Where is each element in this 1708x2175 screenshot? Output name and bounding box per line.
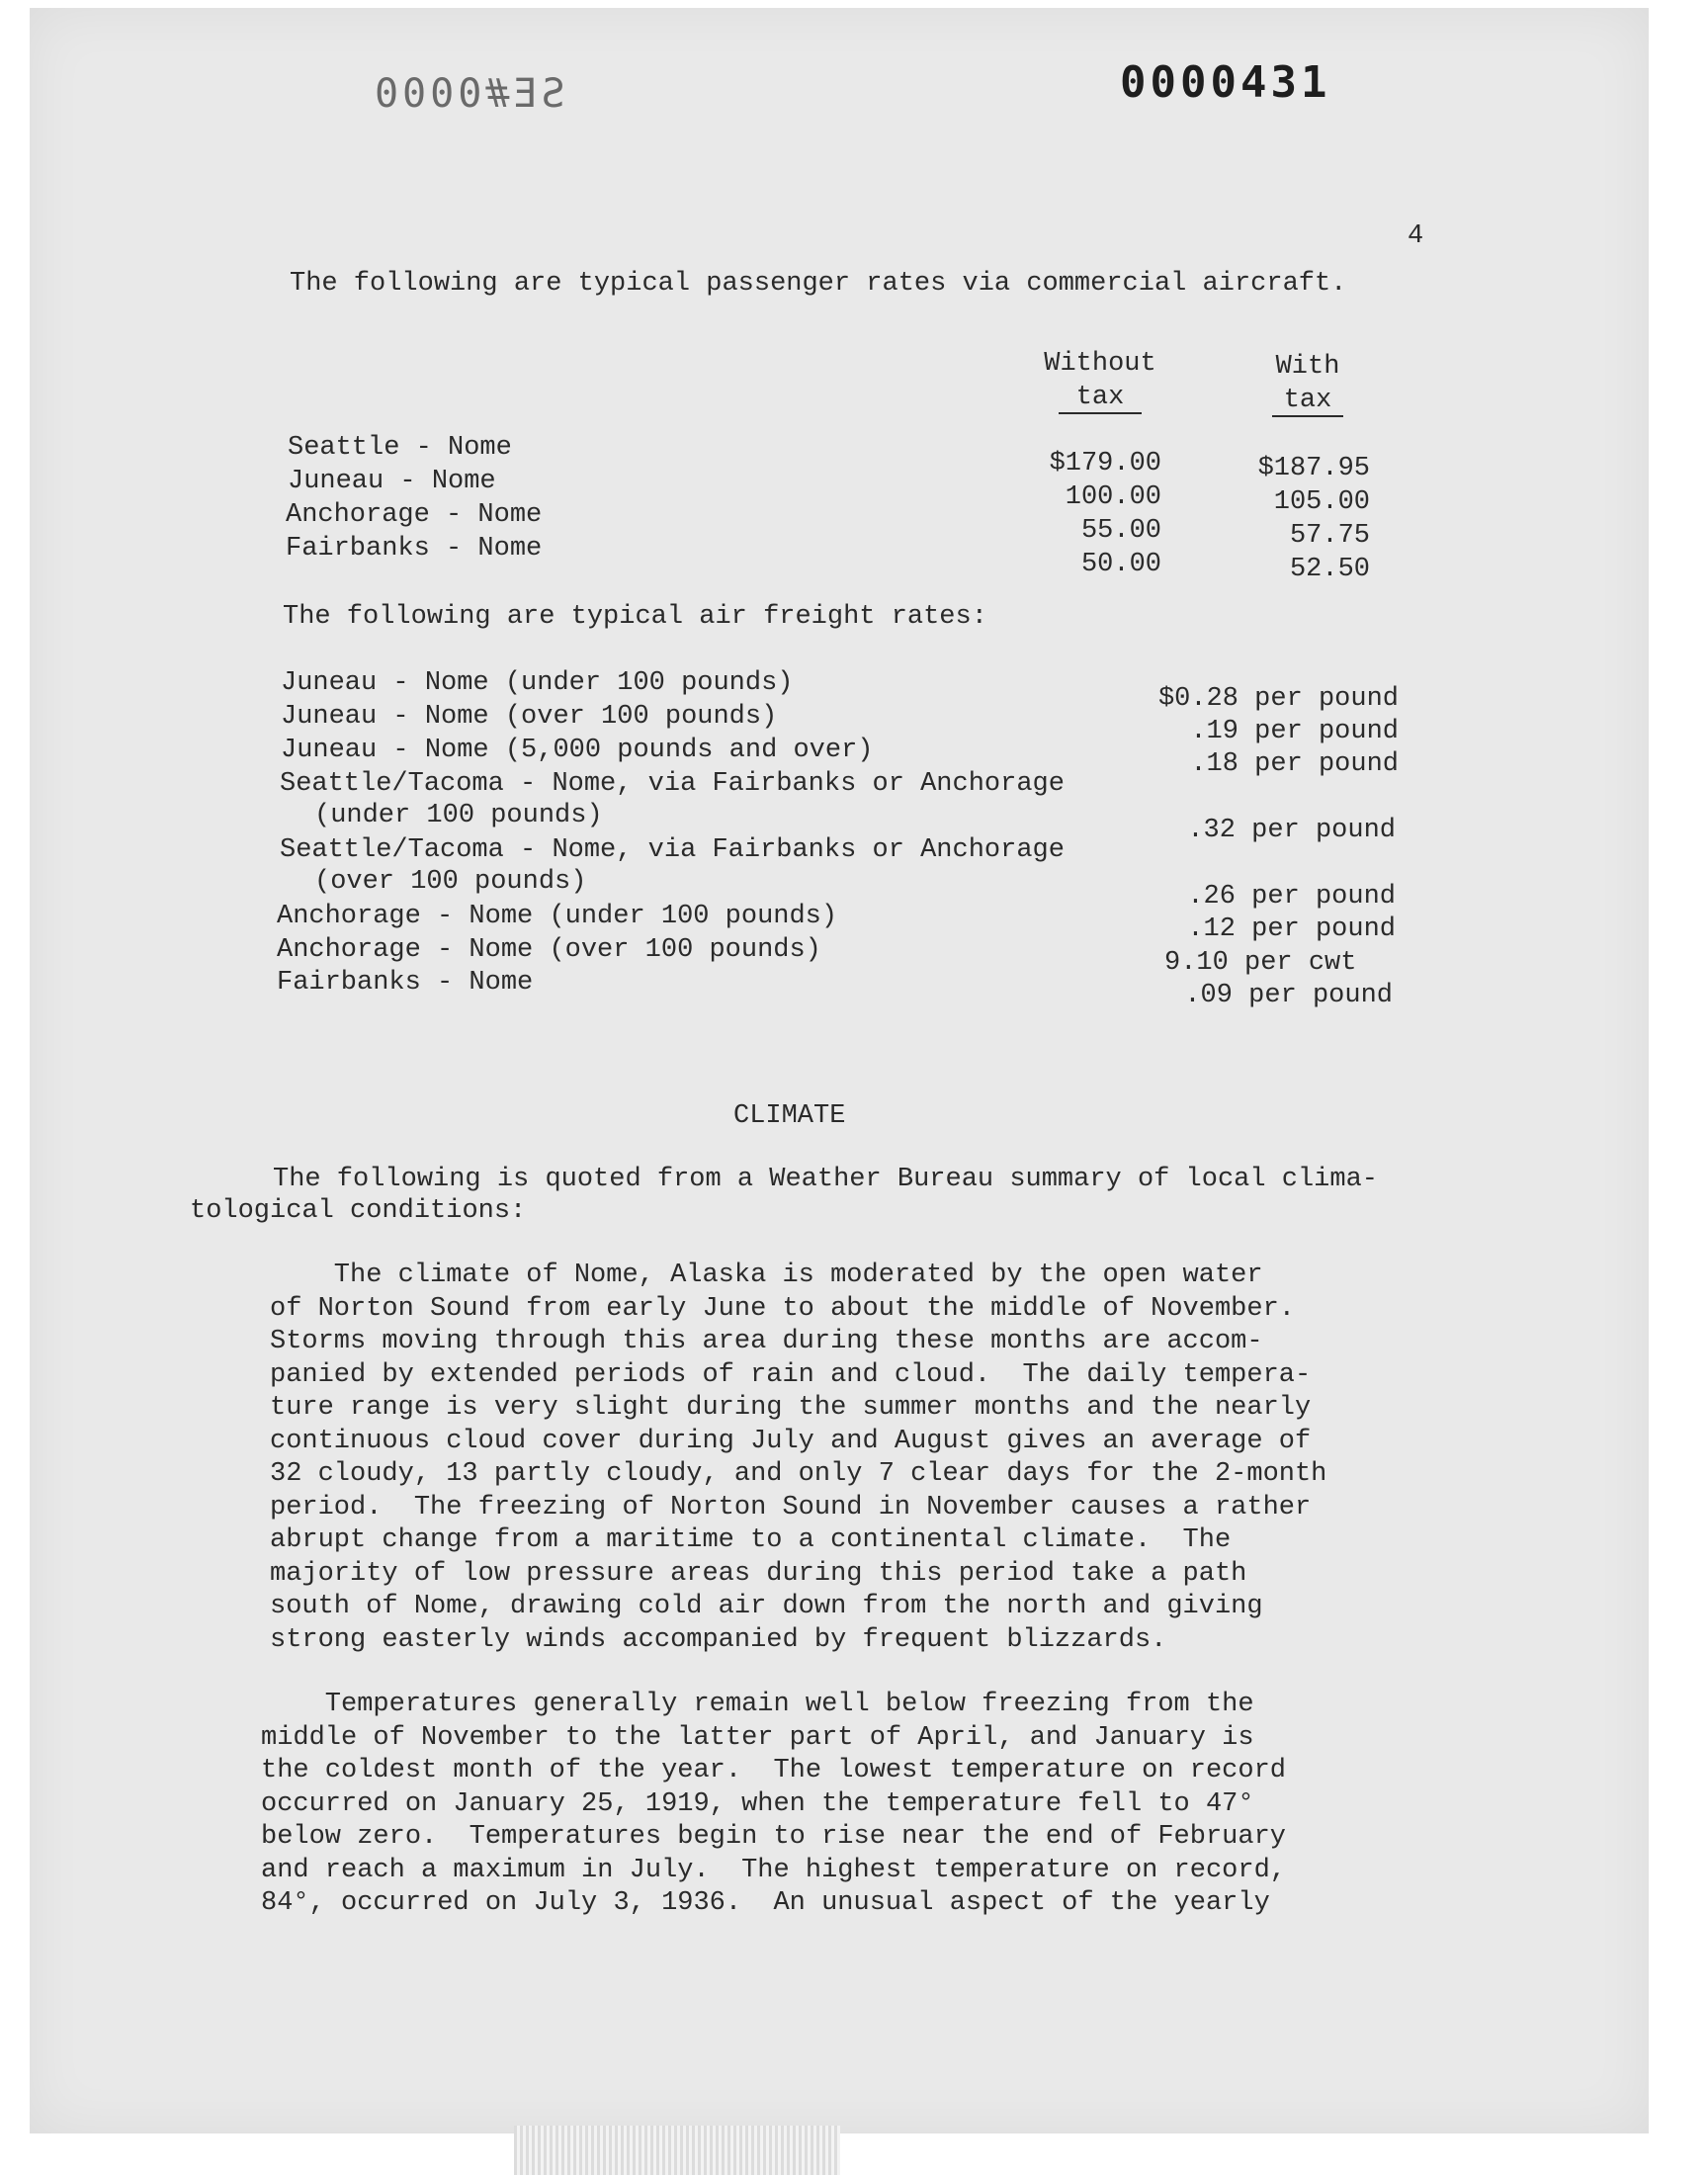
freight-route: Anchorage - Nome (under 100 pounds)	[277, 902, 838, 931]
passenger-route: Juneau - Nome	[288, 467, 496, 496]
rate-with-tax: $187.95	[1257, 454, 1370, 483]
climate-intro-line2: tological conditions:	[190, 1196, 527, 1226]
rate-without-tax: 100.00	[1065, 482, 1161, 512]
freight-rate: .12 per pound	[1187, 914, 1396, 944]
passenger-route: Seattle - Nome	[288, 433, 512, 463]
freight-rate: .26 per pound	[1187, 882, 1396, 912]
climate-intro-line1: The following is quoted from a Weather Bureau summary of local clima-	[273, 1165, 1378, 1194]
freight-rate: .18 per pound	[1190, 749, 1399, 779]
freight-rate: 9.10 per cwt	[1164, 948, 1357, 978]
passenger-route: Anchorage - Nome	[286, 500, 543, 530]
passenger-route: Fairbanks - Nome	[286, 534, 543, 564]
col-without-line1: Without	[1044, 349, 1156, 379]
climate-quote-paragraph-1: The climate of Nome, Alaska is moderated by the open water of Norton Sound from early June to about the middle of November. Storms moving through this area during these months are accom- panied by extended periods of rain and cloud. The daily tempera- ture range is very slight during the summer months and the nearly continuous cloud cover during July and August gives an average of 32 cloudy, 13 partly cloudy, and only 7 clear days for the 2-month period. The freezing of Norton Sound in November causes a rather abrupt change from a maritime to a continental climate. The majority of low pressure areas during this period take a path south of Nome, drawing cold air down from the north and giving strong easterly winds accompanied by frequent blizzards.	[270, 1261, 1327, 1655]
col-with-tax: tax	[1272, 386, 1344, 417]
scanner-strip	[514, 2126, 840, 2175]
rate-with-tax: 52.50	[1289, 555, 1370, 584]
col-with-line2	[1248, 384, 1367, 417]
freight-route: Seattle/Tacoma - Nome, via Fairbanks or Anchorage	[280, 769, 1065, 799]
freight-route: Juneau - Nome (under 100 pounds)	[281, 668, 794, 698]
freight-route: Juneau - Nome (over 100 pounds)	[281, 702, 778, 732]
rate-with-tax: 57.75	[1289, 521, 1370, 551]
col-without-line2	[1041, 381, 1159, 414]
freight-route-detail: (under 100 pounds)	[314, 801, 603, 830]
freight-rate: $0.28 per pound	[1157, 684, 1399, 714]
climate-quote-paragraph-2: Temperatures generally remain well below freezing from the middle of November to the latter part of April, and January is the coldest month of the year. The lowest temperature on record occurred on January 25, 1919, when the temperature fell to 47° below zero. Temperatures begin to rise near the end of February and reach a maximum in July. The highest temperature on record, 84°, occurred on July 3, 1936. An unusual aspect of the yearly	[261, 1690, 1286, 1918]
rate-with-tax: 105.00	[1273, 487, 1370, 517]
rate-without-tax: 50.00	[1080, 550, 1161, 579]
freight-route: Fairbanks - Nome	[277, 968, 534, 998]
rate-without-tax: $179.00	[1049, 449, 1161, 478]
freight-rate: .32 per pound	[1187, 816, 1396, 845]
col-with-line1: With	[1275, 352, 1340, 382]
freight-route-detail: (over 100 pounds)	[314, 867, 587, 897]
passenger-rates-intro: The following are typical passenger rates via commercial aircraft.	[290, 269, 1347, 299]
freight-route: Seattle/Tacoma - Nome, via Fairbanks or Anchorage	[280, 835, 1065, 865]
climate-heading: CLIMATE	[733, 1101, 846, 1131]
col-without-tax: tax	[1059, 383, 1143, 414]
freight-route: Juneau - Nome (5,000 pounds and over)	[281, 736, 874, 765]
freight-rate: .19 per pound	[1190, 717, 1399, 746]
rate-without-tax: 55.00	[1080, 516, 1161, 546]
mirrored-stamp: SE#0000	[371, 71, 565, 117]
freight-route: Anchorage - Nome (over 100 pounds)	[277, 935, 821, 965]
freight-rate: .09 per pound	[1184, 981, 1393, 1010]
page-number: 4	[1408, 221, 1424, 251]
freight-rates-intro: The following are typical air freight rates:	[283, 602, 987, 632]
document-number-stamp: 0000431	[1120, 57, 1331, 108]
